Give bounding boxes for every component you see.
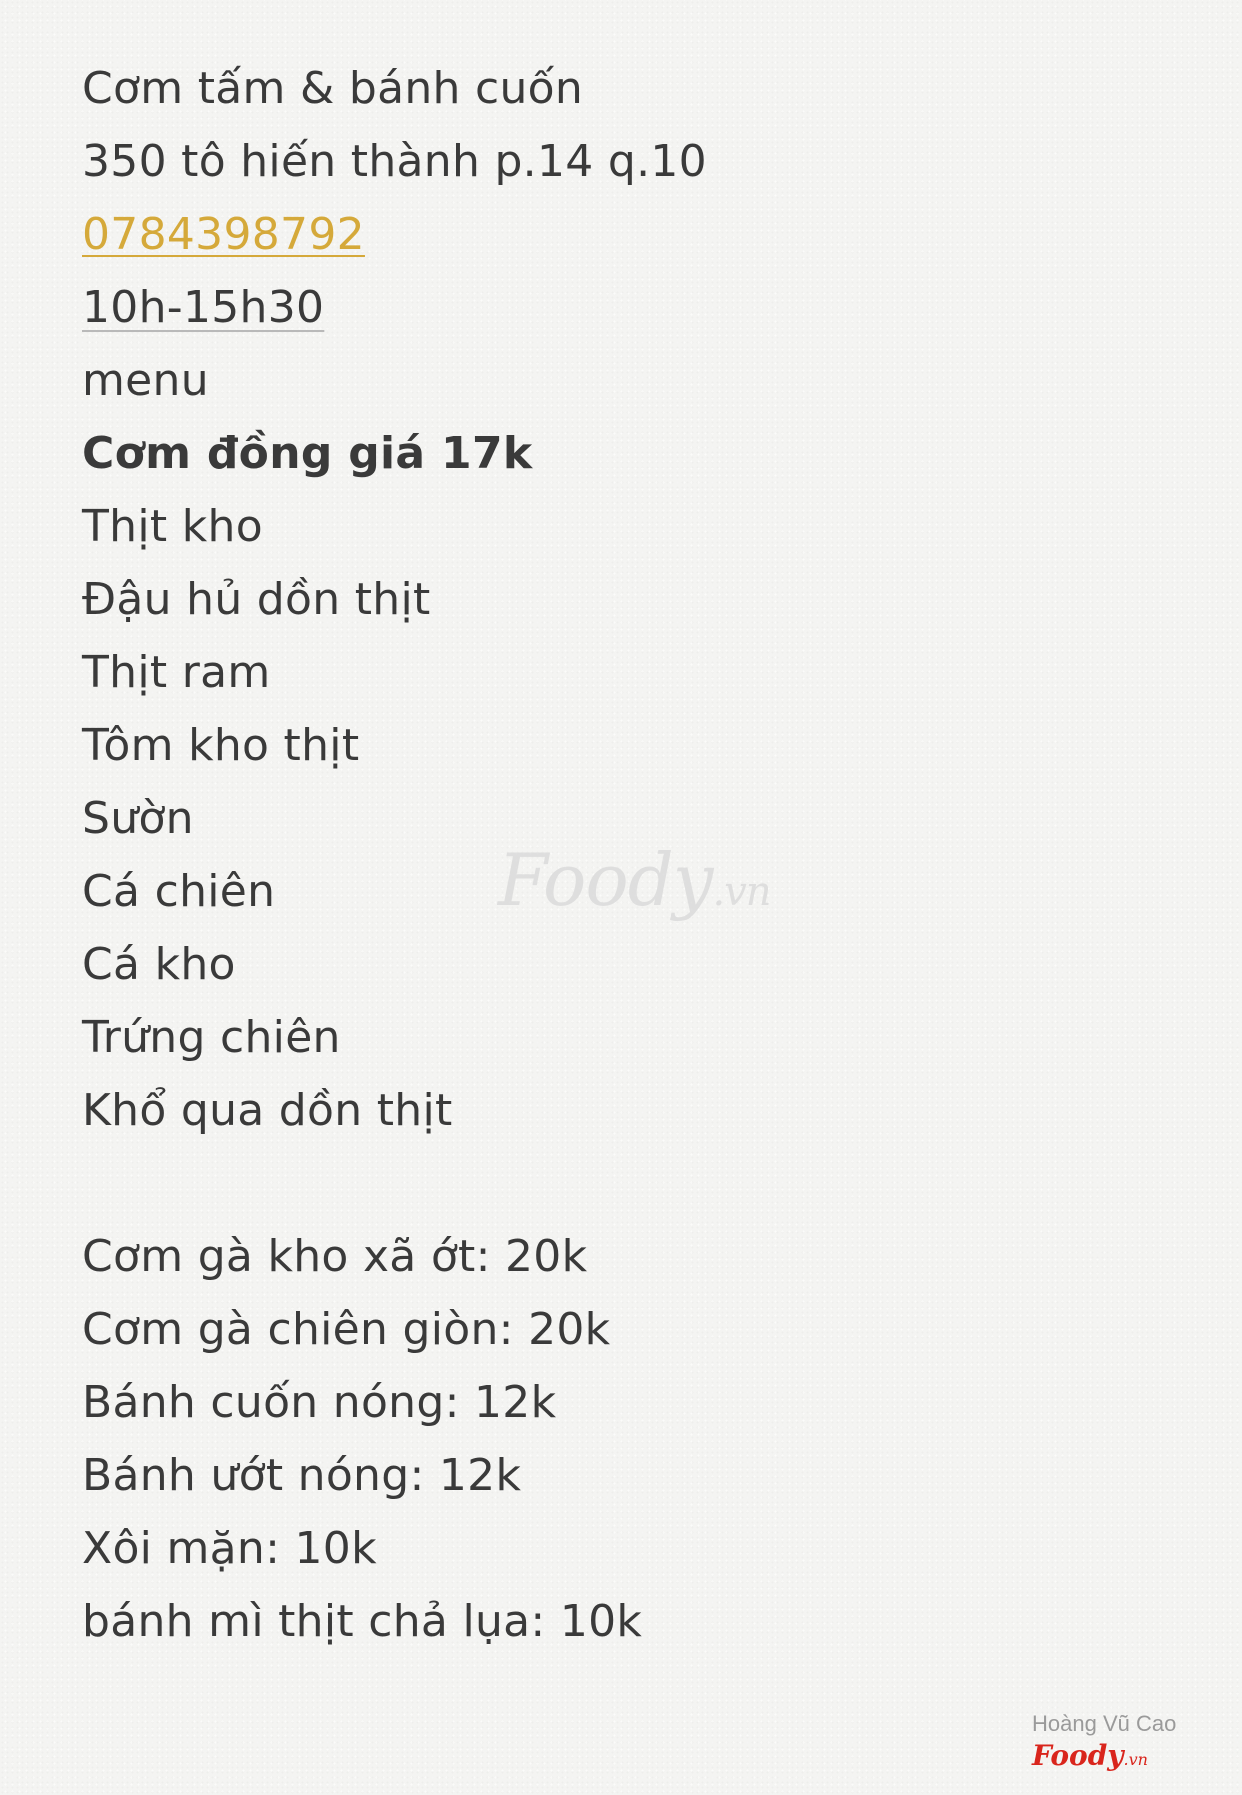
menu-item: Cá chiên bbox=[82, 866, 276, 917]
phone-line bbox=[82, 198, 1182, 271]
foody-logo bbox=[1032, 1739, 1212, 1777]
menu-item: Sườn bbox=[82, 793, 194, 844]
menu-item: Cá kho bbox=[82, 939, 236, 990]
priced-item: Cơm gà kho xã ớt: 20k bbox=[82, 1231, 588, 1282]
priced-item: Bánh cuốn nóng: 12k bbox=[82, 1377, 557, 1428]
address: 350 tô hiến thành p.14 q.10 bbox=[82, 136, 707, 187]
blank-line bbox=[82, 1147, 1182, 1220]
priced-item: Xôi mặn: 10k bbox=[82, 1523, 377, 1574]
opening-hours[interactable]: 10h-15h30 bbox=[82, 282, 325, 333]
priced-item: bánh mì thịt chả lụa: 10k bbox=[82, 1596, 643, 1647]
menu-item: Thịt kho bbox=[82, 501, 263, 552]
menu-item: Tôm kho thịt bbox=[82, 720, 360, 771]
menu-item: Khổ qua dồn thịt bbox=[82, 1085, 453, 1136]
restaurant-name: Cơm tấm & bánh cuốn bbox=[82, 63, 584, 114]
menu-label: menu bbox=[82, 355, 209, 406]
menu-item: Thịt ram bbox=[82, 647, 271, 698]
menu-item: Đậu hủ dồn thịt bbox=[82, 574, 431, 625]
logo-brand: Foody bbox=[1032, 1739, 1124, 1772]
photo-credit bbox=[1032, 1709, 1212, 1777]
logo-suffix: .vn bbox=[1123, 1750, 1148, 1769]
foody-watermark bbox=[498, 838, 771, 922]
priced-item: Cơm gà chiên giòn: 20k bbox=[82, 1304, 611, 1355]
hours-line bbox=[82, 271, 1182, 344]
same-price-header: Cơm đồng giá 17k bbox=[82, 428, 533, 479]
priced-item: Bánh ướt nóng: 12k bbox=[82, 1450, 522, 1501]
watermark-brand: Foody bbox=[498, 838, 713, 922]
menu-item: Trứng chiên bbox=[82, 1012, 341, 1063]
watermark-suffix: .vn bbox=[712, 869, 771, 915]
phone-link[interactable]: 0784398792 bbox=[82, 209, 365, 260]
credit-author: Hoàng Vũ Cao bbox=[1032, 1711, 1177, 1736]
